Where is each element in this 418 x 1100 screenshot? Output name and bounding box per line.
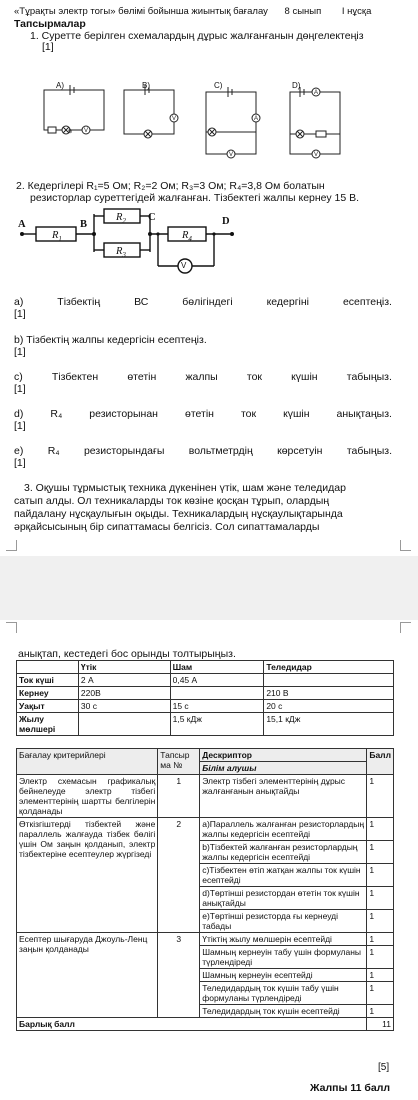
total-row: Барлық балл 11 — [17, 1018, 394, 1031]
circuit-d-meter: A — [313, 90, 319, 96]
variant: I нұсқа — [341, 6, 372, 17]
circuit-d-meter2: V — [313, 152, 319, 158]
page-corner-mark — [6, 622, 17, 633]
option-c: C) — [214, 81, 223, 90]
criteria-row: d)Төртінші резистордан өтетін ток күшін анықтайды 1 — [17, 887, 394, 910]
circuit-c-meter2: V — [228, 152, 234, 158]
question-c-mark: [1] — [14, 383, 26, 395]
circuit-b — [124, 85, 178, 138]
page-corner-mark — [400, 540, 411, 551]
criteria-table — [16, 748, 394, 1031]
criteria-row: Өткізгіштерді тізбектей және параллель жалғауда тізбек бөлігі үшін Ом заңын қолданып, электр тізбектеріне есептеулер жүргізеді 2 а)Параллель жалғанған резисторлардың жалпы кедергісін есептейді 1 — [17, 818, 394, 841]
table-row: Жылу мөлшері 1,5 кДж 15,1 кДж — [17, 713, 394, 736]
task3-line-1: 3. Оқушы тұрмыстық техника дүкенінен үтік, шам және теледидар — [24, 482, 346, 494]
voltmeter-label: V — [181, 261, 187, 270]
task1-text: 1. Суретте берілген схемалардың дұрыс жалғанғанын дөңгелектеңіз — [30, 30, 364, 42]
grade: 8 сынып — [284, 6, 322, 17]
task3-line-3: пайдалану нұсқаулығын оқыды. Техникалардың нұсқаулықтарында — [14, 508, 343, 520]
question-a-mark: [1] — [14, 308, 26, 320]
question-d-mark: [1] — [14, 420, 26, 432]
question-b: b) Тізбектің жалпы кедергісін есептеңіз. — [14, 334, 207, 346]
question-b-mark: [1] — [14, 346, 26, 358]
node-a: A — [18, 219, 26, 230]
section-title: Тапсырмалар — [14, 18, 86, 30]
criteria-row: Теледидардың ток күшін есептейді 1 — [17, 1005, 394, 1018]
label-r3: $R_3$ — [116, 246, 126, 260]
criteria-row: Теледидардың ток күшін табу үшін формуланы түрлендіреді 1 — [17, 982, 394, 1005]
page-corner-mark — [400, 622, 411, 633]
table-row: Кернеу 220В 210 В — [17, 687, 394, 700]
label-r1: $R_1$ — [52, 230, 62, 244]
criteria-row: Шамның кернеуін есептейді 1 — [17, 969, 394, 982]
node-b: B — [80, 219, 88, 230]
header-title-line — [14, 6, 371, 18]
task2-text-2: резисторлар суреттегідей жалғанған. Тізбектегі жалпы кернеу 15 В. — [30, 192, 360, 204]
criteria-row: Есептер шығаруда Джоуль-Ленц заңын қолданады 3 Үтіктің жылу мөлшерін есептейді 1 — [17, 933, 394, 946]
circuit-a — [44, 85, 104, 134]
footer-total: Жалпы 11 балл — [310, 1082, 391, 1094]
task2-circuit — [0, 206, 418, 278]
question-c: c) Тізбектен өтетін жалпы ток күшін табыңыз. — [14, 371, 392, 383]
circuit-a-meter: V — [83, 128, 89, 134]
label-r4: $R_4$ — [182, 230, 192, 244]
page-break — [0, 556, 418, 620]
task3-line-4: әрқайсысының бір сипаттамасы белгісіз. Сол сипаттамаларды — [14, 521, 320, 533]
task3-line-2: сатып алды. Ол техникаларды ток көзіне қосқан тұрып, олардың — [14, 495, 330, 507]
page-corner-mark — [6, 540, 17, 551]
header-title: «Тұрақты электр тогы» бөлімі бойынша жиынтық бағалау — [14, 6, 268, 17]
task2-text-1: 2. Кедергілері R₁=5 Ом; R₂=2 Ом; R₃=3 Ом; R₄=3,8 Ом болатын — [16, 180, 325, 192]
label-r2: $R_2$ — [116, 212, 126, 226]
table-row: Уақыт 30 с 15 с 20 с — [17, 700, 394, 713]
criteria-header-row: Бағалау критерийлері Тапсыр ма № Дескриптор Білім алушы Балл — [17, 749, 394, 775]
question-e: e) R₄ резисторындағы вольтметрдің көрсетуін табыңыз. — [14, 445, 392, 457]
criteria-row: b)Тізбектей жалғанған резисторлардың жалпы кедергісін есептейді 1 — [17, 841, 394, 864]
node-c: C — [148, 212, 156, 223]
criteria-row: e)Төртінші резисторда ғы кернеуді табады 1 — [17, 910, 394, 933]
criteria-row: Электр схемасын графикалық бейнелеуде электр тізбегі элементтерінің шартты белгілерін қолданады 1 Электр тізбегі элементтерінің дұрыс жалғанғанын анықтайды 1 — [17, 775, 394, 818]
svg-text:⊗: ⊗ — [67, 129, 73, 135]
task3-continued: анықтап, кестедегі бос орынды толтырыңыз. — [18, 648, 236, 660]
task1-mark: [1] — [42, 41, 54, 53]
option-d: D) — [292, 81, 301, 90]
option-a: A) — [56, 81, 64, 90]
circuit-c-meter: A — [253, 116, 259, 122]
option-b: B) — [142, 81, 150, 90]
circuit-b-meter: V — [171, 116, 177, 122]
circuit-d — [290, 87, 340, 158]
table-row: Ток күші 2 А 0,45 А — [17, 674, 394, 687]
criteria-row: c)Тізбектен өтіп жатқан жалпы ток күшін есептейді 1 — [17, 864, 394, 887]
circuit-c — [206, 87, 260, 158]
table-header-row: Үтік Шам Теледидар — [17, 661, 394, 674]
question-d: d) R₄ резисторынан өтетін ток күшін анықтаңыз. — [14, 408, 392, 420]
question-a: a) Тізбектің ВС бөлігіндегі кедергіні есептеңіз. — [14, 296, 392, 308]
question-e-mark: [1] — [14, 457, 26, 469]
total-mark: [5] — [378, 1062, 390, 1073]
criteria-row: Шамның кернеуін табу үшін формуланы түрлендіреді 1 — [17, 946, 394, 969]
node-d: D — [222, 216, 230, 227]
data-table — [16, 660, 394, 736]
